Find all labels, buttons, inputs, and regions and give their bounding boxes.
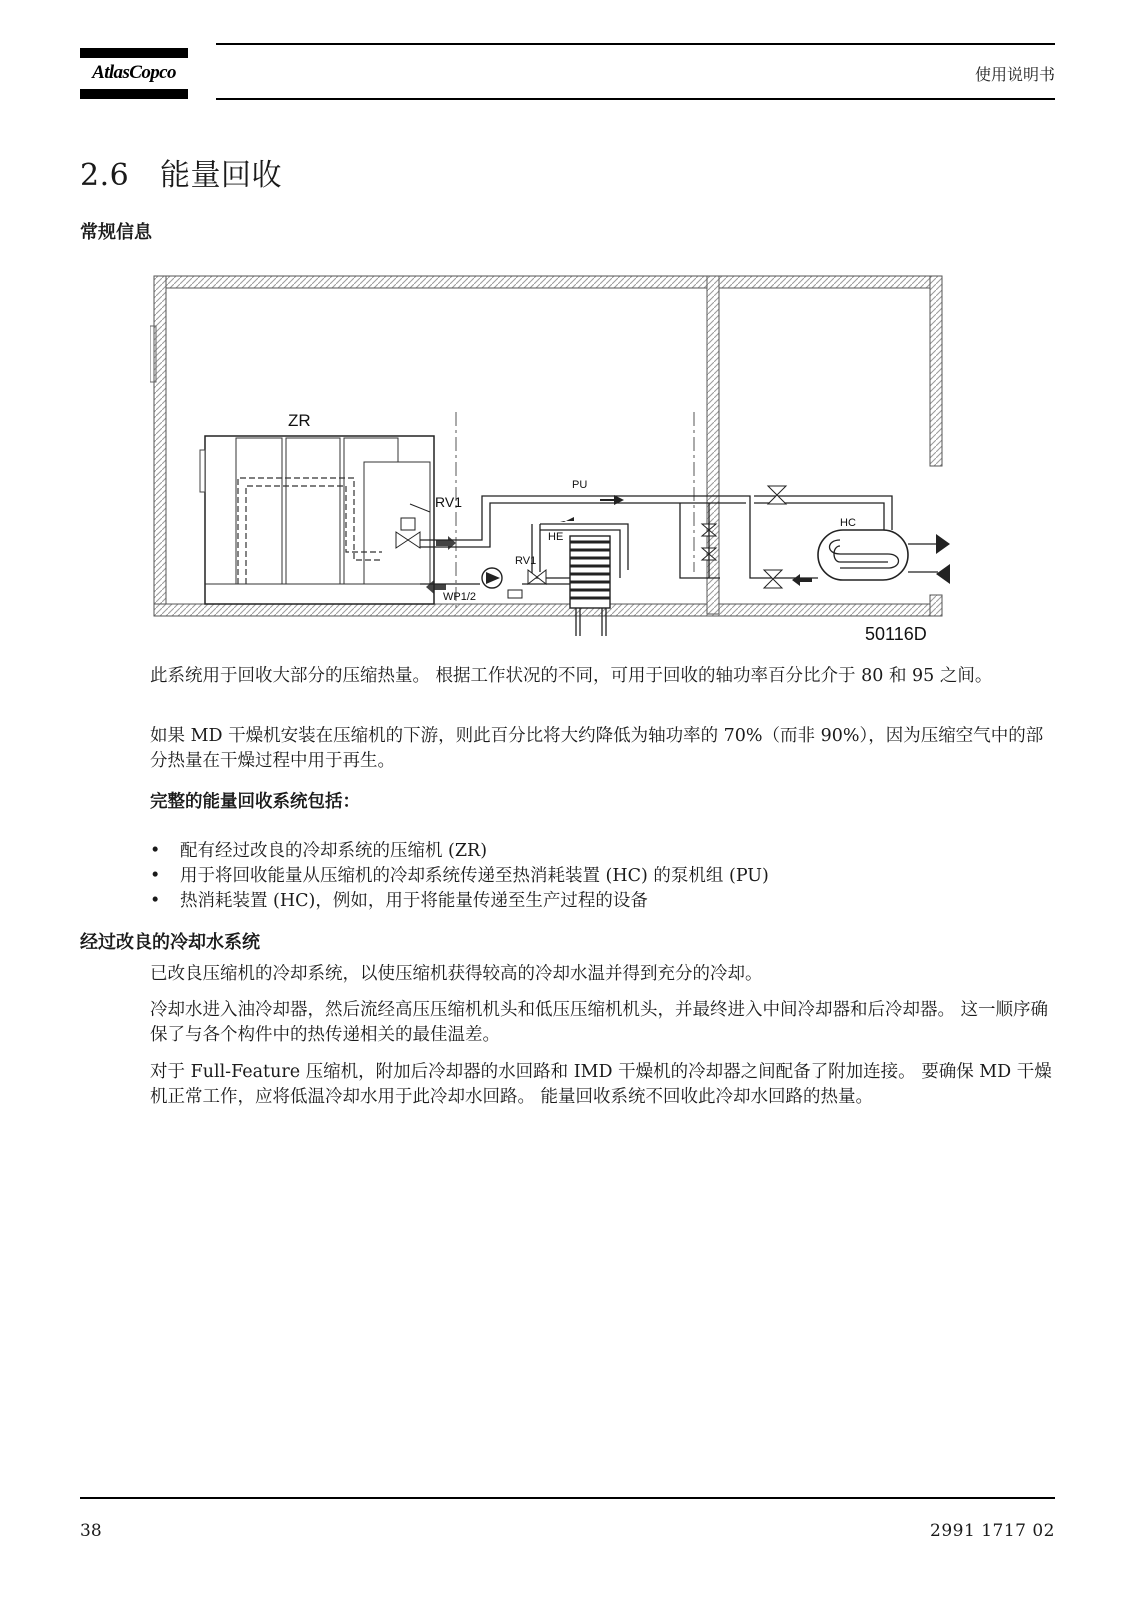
label-he: HE: [548, 531, 564, 543]
figure-code: 50116D: [865, 624, 927, 644]
bullet-icon: •: [150, 866, 161, 886]
section-heading: [80, 150, 282, 194]
section-number: 2.6: [80, 158, 130, 193]
header-rule-bottom: [216, 98, 1055, 100]
logo-bottom-bar: [80, 89, 188, 99]
zr-compressor: [200, 436, 434, 604]
label-rv1-bottom: RV1: [515, 555, 537, 567]
bullet-icon: •: [150, 841, 161, 861]
components-list: [150, 839, 1055, 914]
paragraph-recovery-percentage: 此系统用于回收大部分的压缩热量。 根据工作状况的不同，可用于回收的轴功率百分比介于 80 和 95 之间。: [150, 666, 993, 686]
general-info-heading: 常规信息: [80, 222, 152, 243]
components-heading: 完整的能量回收系统包括：: [150, 792, 360, 812]
header-rule-top: [216, 43, 1055, 45]
list-item-text: 热消耗装置 (HC)，例如，用于将能量传递至生产过程的设备: [180, 891, 648, 911]
section-title-text: 能量回收: [160, 158, 282, 193]
paragraph-md-dryer: 如果 MD 干燥机安装在压缩机的下游，则此百分比将大约降低为轴功率的 70%（而非 90%），因为压缩空气中的部分热量在干燥过程中用于再生。: [150, 726, 1044, 771]
logo-top-bar: [80, 48, 188, 58]
page-number: 38: [80, 1521, 102, 1541]
list-item: [150, 864, 1055, 889]
logo-wordmark: AtlasCopco: [92, 62, 176, 83]
list-item-text: 配有经过改良的冷却系统的压缩机 (ZR): [180, 841, 488, 861]
atlas-copco-logo: [80, 44, 188, 100]
energy-recovery-diagram: [150, 272, 970, 662]
label-zr: ZR: [288, 411, 311, 430]
document-type-title: 使用说明书: [974, 65, 1055, 84]
label-wp: WP1/2: [443, 591, 477, 603]
label-pu: PU: [572, 479, 588, 491]
label-rv1-top: RV1: [435, 494, 462, 510]
paragraph-cooling-sequence: 冷却水进入油冷却器，然后流经高压压缩机机头和低压压缩机机头，并最终进入中间冷却器和后冷却器。 这一顺序确保了与各个构件中的热传递相关的最佳温差。: [150, 1000, 1049, 1045]
list-item: [150, 889, 1055, 914]
label-hc: HC: [840, 517, 856, 529]
list-item: [150, 839, 1055, 864]
paragraph-cooling-improved: 已改良压缩机的冷却系统，以使压缩机获得较高的冷却水温并得到充分的冷却。: [150, 964, 763, 984]
bullet-icon: •: [150, 891, 161, 911]
document-number: 2991 1717 02: [930, 1521, 1055, 1541]
footer-rule: [80, 1497, 1055, 1499]
list-item-text: 用于将回收能量从压缩机的冷却系统传递至热消耗装置 (HC) 的泵机组 (PU): [180, 866, 769, 886]
hc-heat-consumer: [790, 514, 950, 584]
paragraph-full-feature: 对于 Full-Feature 压缩机，附加后冷却器的水回路和 IMD 干燥机的冷却器之间配备了附加连接。 要确保 MD 干燥机正常工作，应将低温冷却水用于此冷却水回路。 能量回收系统不回收此冷却水回路的热量。: [150, 1062, 1052, 1107]
cooling-system-heading: 经过改良的冷却水系统: [80, 932, 260, 953]
